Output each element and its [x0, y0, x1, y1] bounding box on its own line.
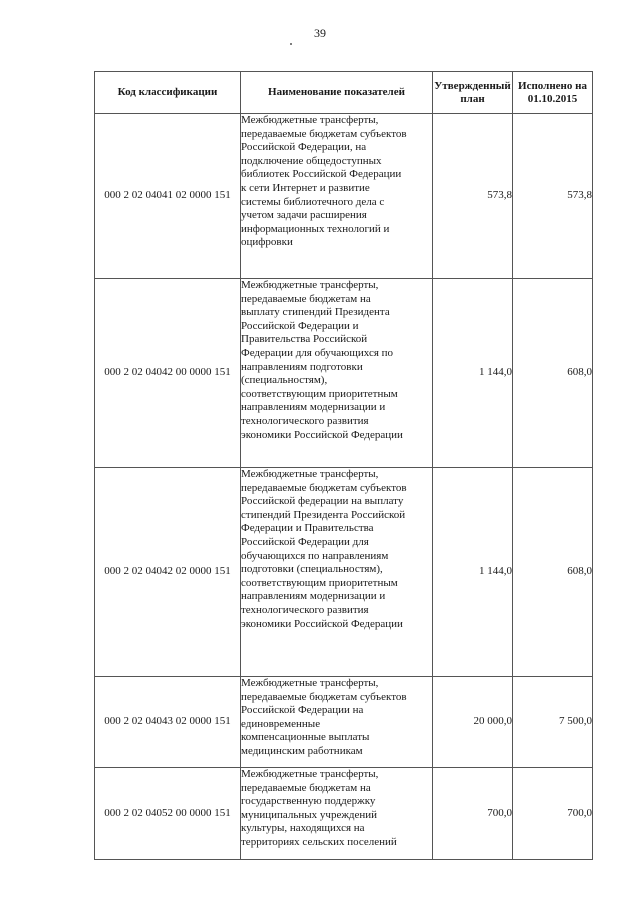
name-line: Межбюджетные трансферты,: [241, 279, 379, 291]
name-line: Правительства Российской: [241, 333, 368, 346]
name-line: технологического развития: [241, 414, 369, 427]
row-done: 700,0: [513, 768, 593, 860]
name-line: Межбюджетные трансферты,: [241, 677, 379, 689]
name-line: передаваемые бюджетам субъектов: [241, 690, 407, 703]
name-line: передаваемые бюджетам на: [241, 781, 371, 794]
row-done: 573,8: [513, 114, 593, 279]
row-name: [241, 114, 433, 279]
row-plan: 573,8: [433, 114, 513, 279]
table-row: [95, 768, 593, 860]
row-code: 000 2 02 04043 02 0000 151: [95, 677, 241, 768]
row-done: 608,0: [513, 279, 593, 468]
row-name: [241, 677, 433, 768]
scan-speck: [290, 43, 292, 45]
name-line: учетом задачи расширения: [241, 209, 367, 222]
header-done-line1: Исполнено на: [518, 79, 587, 92]
row-plan: 700,0: [433, 768, 513, 860]
name-line: компенсационные выплаты: [241, 731, 370, 744]
name-line: культуры, находящихся на: [241, 822, 365, 835]
name-line: направлениям подготовки: [241, 360, 363, 373]
name-line: Федерации и Правительства: [241, 522, 374, 535]
name-line: Российской Федерации на: [241, 704, 364, 717]
name-line: Федерации для обучающихся по: [241, 346, 394, 359]
name-line: оцифровки: [241, 236, 293, 249]
row-code: 000 2 02 04042 00 0000 151: [95, 279, 241, 468]
table-row: [95, 468, 593, 677]
name-line: соответствующим приоритетным: [241, 387, 398, 400]
name-line: направлениям модернизации и: [241, 590, 386, 603]
table-row: [95, 677, 593, 768]
name-line: технологического развития: [241, 603, 369, 616]
header-plan-line2: план: [460, 92, 485, 105]
name-line: Российской Федерации и: [241, 319, 359, 332]
table-row: [95, 279, 593, 468]
name-line: соответствующим приоритетным: [241, 576, 398, 589]
header-plan: [433, 72, 513, 114]
row-name: [241, 468, 433, 677]
name-line: Межбюджетные трансферты,: [241, 468, 379, 480]
page-number: 39: [314, 26, 326, 40]
name-line: библиотек Российской Федерации: [241, 168, 402, 181]
header-done-line2: 01.10.2015: [527, 92, 578, 105]
name-line: муниципальных учреждений: [241, 808, 378, 821]
row-plan: 1 144,0: [433, 468, 513, 677]
row-done: 7 500,0: [513, 677, 593, 768]
name-line: экономики Российской Федерации: [241, 617, 403, 630]
table-row: [95, 114, 593, 279]
name-line: к сети Интернет и развитие: [241, 181, 370, 194]
header-plan-line1: Утвержденный: [434, 79, 511, 92]
row-plan: 1 144,0: [433, 279, 513, 468]
row-done: 608,0: [513, 468, 593, 677]
row-name: [241, 279, 433, 468]
name-line: медицинским работникам: [241, 744, 363, 757]
name-line: государственную поддержку: [241, 795, 376, 808]
name-line: информационных технологий и: [241, 222, 390, 235]
header-code: Код классификации: [95, 72, 241, 114]
row-plan: 20 000,0: [433, 677, 513, 768]
name-line: выплату стипендий Президента: [241, 306, 390, 319]
row-code: 000 2 02 04041 02 0000 151: [95, 114, 241, 279]
name-line: передаваемые бюджетам субъектов: [241, 127, 407, 140]
name-line: (специальностям),: [241, 374, 328, 387]
table-header-row: [95, 72, 593, 114]
name-line: единовременные: [241, 717, 321, 730]
row-code: 000 2 02 04042 02 0000 151: [95, 468, 241, 677]
name-line: направлениям модернизации и: [241, 401, 386, 414]
name-line: передаваемые бюджетам субъектов: [241, 481, 407, 494]
header-done: [513, 72, 593, 114]
name-line: обучающихся по направлениям: [241, 549, 389, 562]
name-line: экономики Российской Федерации: [241, 428, 403, 441]
row-code: 000 2 02 04052 00 0000 151: [95, 768, 241, 860]
name-line: территориях сельских поселений: [241, 835, 397, 848]
header-name: Наименование показателей: [241, 72, 433, 114]
name-line: Межбюджетные трансферты,: [241, 768, 379, 780]
name-line: Российской Федерации, на: [241, 141, 367, 154]
name-line: Российской Федерации для: [241, 535, 369, 548]
name-line: Межбюджетные трансферты,: [241, 114, 379, 126]
budget-table: [94, 71, 593, 860]
name-line: подключение общедоступных: [241, 154, 382, 167]
row-name: [241, 768, 433, 860]
name-line: стипендий Президента Российской: [241, 508, 406, 521]
name-line: подготовки (специальностям),: [241, 563, 383, 576]
name-line: передаваемые бюджетам на: [241, 292, 371, 305]
name-line: системы библиотечного дела с: [241, 195, 385, 208]
name-line: Российской федерации на выплату: [241, 495, 404, 508]
